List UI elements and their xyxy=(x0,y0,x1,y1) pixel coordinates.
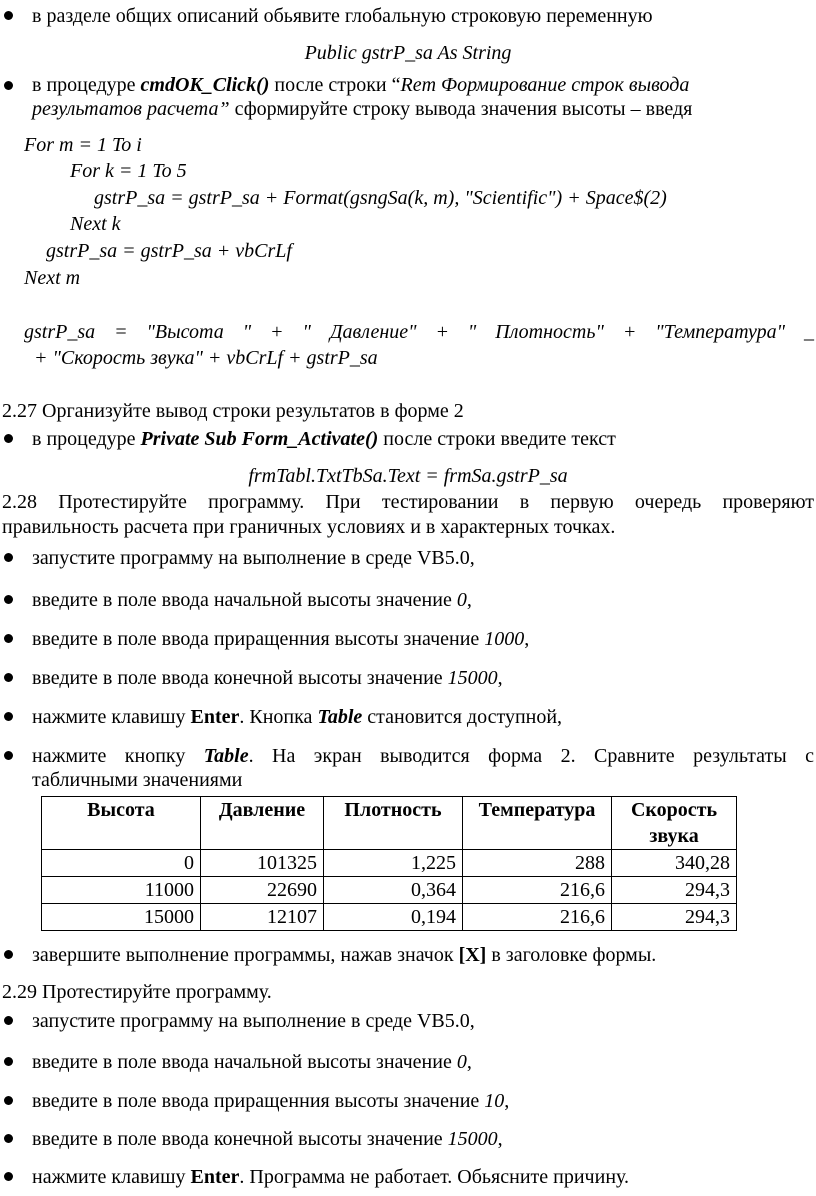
instruction-line: нажмите клавишу Enter. Программа не работает. Обьясните причину. xyxy=(32,1166,630,1188)
instruction-line: в процедуре Private Sub Form_Activate() после строки введите текст xyxy=(32,428,616,450)
column-header: Высота xyxy=(42,797,201,850)
bullet xyxy=(4,81,13,90)
instruction-line: введите в поле ввода конечной высоты значение 15000, xyxy=(32,1128,503,1150)
instruction-line: запустите программу на выполнение в среде VB5.0, xyxy=(32,547,475,569)
section-title-2-27: 2.27 Организуйте вывод строки результатов в форме 2 xyxy=(2,400,464,422)
instruction-line: запустите программу на выполнение в среде VB5.0, xyxy=(32,1010,475,1032)
table-cell: 15000 xyxy=(42,904,201,931)
bullet xyxy=(4,1057,13,1066)
bullet xyxy=(4,634,13,643)
table-cell: 0,364 xyxy=(324,877,463,904)
instruction-line: завершите выполнение программы, нажав значок [X] в заголовке формы. xyxy=(32,944,657,966)
bullet xyxy=(4,11,13,20)
bullet xyxy=(4,673,13,682)
code-line: gstrP_sa = "Высота " + " Давление" + " Плотность" + "Температура" _ xyxy=(24,321,814,343)
code-line: For m = 1 To i xyxy=(24,134,142,156)
code-line: Next k xyxy=(70,213,121,235)
bullet xyxy=(4,595,13,604)
table-cell: 1,225 xyxy=(324,850,463,877)
instruction-line: введите в поле ввода приращенния высоты значение 10, xyxy=(32,1090,510,1112)
section-title-2-28: 2.28 Протестируйте программу. При тестировании в первую очередь проверяют xyxy=(2,491,814,513)
instruction-line: нажмите клавишу Enter. Кнопка Table становится доступной, xyxy=(32,706,563,728)
table-row xyxy=(42,877,737,904)
table-cell: 11000 xyxy=(42,877,201,904)
code-line: gstrP_sa = gstrP_sa + vbCrLf xyxy=(46,240,292,262)
code-line: Next m xyxy=(24,267,81,289)
code-line: For k = 1 To 5 xyxy=(70,160,187,182)
form-activate-code: frmTabl.TxtTbSa.Text = frmSa.gstrP_sa xyxy=(248,465,568,487)
table-cell: 294,3 xyxy=(612,877,737,904)
bullet xyxy=(4,712,13,721)
instruction-line: табличными значениями xyxy=(32,769,243,791)
table-cell: 294,3 xyxy=(612,904,737,931)
results-table xyxy=(41,796,737,931)
declaration-code: Public gstrP_sa As String xyxy=(304,42,512,64)
bullet xyxy=(4,950,13,959)
code-line: gstrP_sa = gstrP_sa + Format(gsngSa(k, m), "Scientific") + Space$(2) xyxy=(94,187,667,209)
bullet xyxy=(4,1096,13,1105)
column-header: Давление xyxy=(201,797,324,850)
table-cell: 216,6 xyxy=(463,877,612,904)
paragraph-line: правильность расчета при граничных условиях и в характерных точках. xyxy=(2,516,616,538)
instruction-line: введите в поле ввода начальной высоты значение 0, xyxy=(32,589,472,611)
bullet xyxy=(4,1016,13,1025)
table-cell: 101325 xyxy=(201,850,324,877)
column-header: Плотность xyxy=(324,797,463,850)
code-line: + "Скорость звука" + vbCrLf + gstrP_sa xyxy=(34,347,378,369)
bullet xyxy=(4,553,13,562)
instruction-line: в процедуре cmdOK_Click() после строки “Rem Формирование строк вывода xyxy=(32,74,690,96)
bullet xyxy=(4,1134,13,1143)
table-header-row xyxy=(42,797,737,850)
table-cell: 12107 xyxy=(201,904,324,931)
table-cell: 216,6 xyxy=(463,904,612,931)
instruction-line: введите в поле ввода начальной высоты значение 0, xyxy=(32,1051,472,1073)
table-cell: 340,28 xyxy=(612,850,737,877)
bullet xyxy=(4,751,13,760)
table-cell: 288 xyxy=(463,850,612,877)
table-row xyxy=(42,850,737,877)
table-row xyxy=(42,904,737,931)
bullet xyxy=(4,1172,13,1181)
instruction-line: нажмите кнопку Table. На экран выводится форма 2. Сравните результаты с xyxy=(32,745,814,767)
instruction-line: введите в поле ввода конечной высоты значение 15000, xyxy=(32,667,503,689)
table-cell: 22690 xyxy=(201,877,324,904)
instruction-line: в разделе общих описаний обьявите глобальную строковую переменную xyxy=(32,5,653,27)
table-cell: 0 xyxy=(42,850,201,877)
column-header: Скорость звука xyxy=(612,797,737,850)
instruction-line: введите в поле ввода приращенния высоты значение 1000, xyxy=(32,628,530,650)
instruction-line: результатов расчета” сформируйте строку вывода значения высоты – введя xyxy=(32,98,693,120)
section-title-2-29: 2.29 Протестируйте программу. xyxy=(2,981,272,1003)
bullet xyxy=(4,434,13,443)
column-header: Температура xyxy=(463,797,612,850)
table-cell: 0,194 xyxy=(324,904,463,931)
